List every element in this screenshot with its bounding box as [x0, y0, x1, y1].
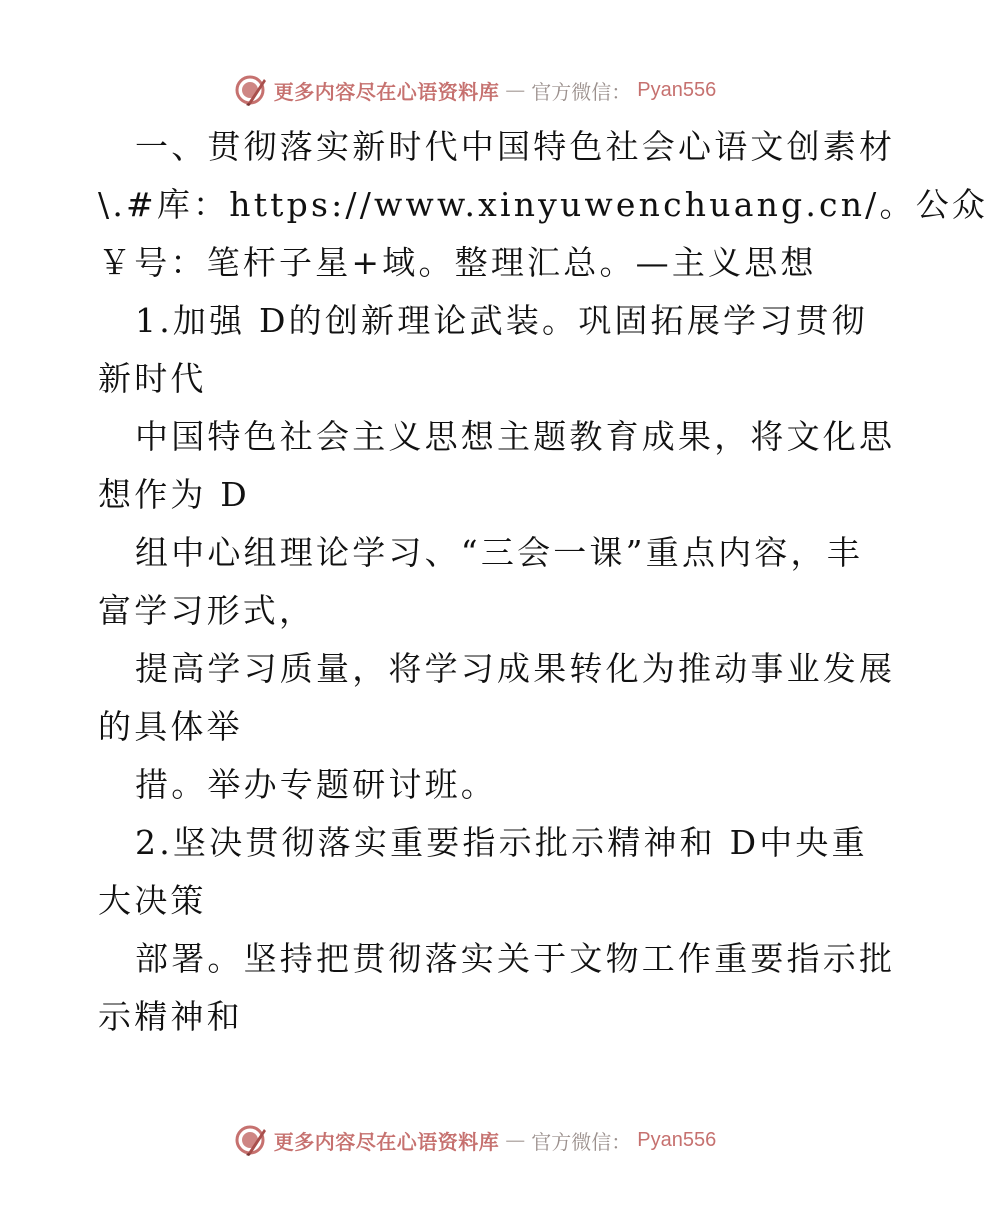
- paragraph-line: 新时代: [98, 359, 207, 398]
- paragraph-line: \.#库：https://www.xinyuwenchuang.cn/。公众: [98, 185, 988, 224]
- paragraph-line: 富学习形式，: [98, 591, 316, 630]
- paragraph-line: 措。举办专题研讨班。: [135, 765, 497, 804]
- paragraph-line: 示精神和: [98, 997, 243, 1036]
- header-watermark-banner: [0, 70, 950, 110]
- paragraph-line: 组中心组理论学习、“三会一课”重点内容，丰: [135, 533, 863, 572]
- account-label: 官方微信：: [531, 79, 632, 104]
- paragraph-line: 中国特色社会主义思想主题教育成果，将文化思: [135, 417, 896, 456]
- separator-dash: —: [505, 78, 526, 102]
- fountain-pen-seal-icon: [234, 1123, 268, 1157]
- account-id: Pyan556: [637, 78, 717, 101]
- separator-dash: —: [505, 1128, 526, 1152]
- account-label: 官方微信：: [531, 1129, 632, 1154]
- paragraph-line: 大决策: [98, 881, 207, 920]
- promo-text: 更多内容尽在心语资料库: [273, 79, 500, 104]
- promo-text: 更多内容尽在心语资料库: [273, 1129, 500, 1154]
- footer-watermark-banner: [0, 1120, 950, 1160]
- account-id: Pyan556: [637, 1128, 717, 1151]
- paragraph-line: 1.加强 D的创新理论武装。巩固拓展学习贯彻: [135, 301, 868, 340]
- paragraph-line: 提高学习质量，将学习成果转化为推动事业发展: [135, 649, 896, 688]
- paragraph-line: ￥号：笔杆子星+域。整理汇总。—主义思想: [98, 243, 817, 282]
- paragraph-line: 2.坚决贯彻落实重要指示批示精神和 D中央重: [135, 823, 868, 862]
- paragraph-line: 的具体举: [98, 707, 243, 746]
- paragraph-line: 部署。坚持把贯彻落实关于文物工作重要指示批: [135, 939, 896, 978]
- fountain-pen-seal-icon: [234, 73, 268, 107]
- document-body: [98, 118, 988, 1046]
- paragraph-line: 一、贯彻落实新时代中国特色社会心语文创素材: [135, 127, 896, 166]
- paragraph-line: 想作为 D: [98, 475, 250, 514]
